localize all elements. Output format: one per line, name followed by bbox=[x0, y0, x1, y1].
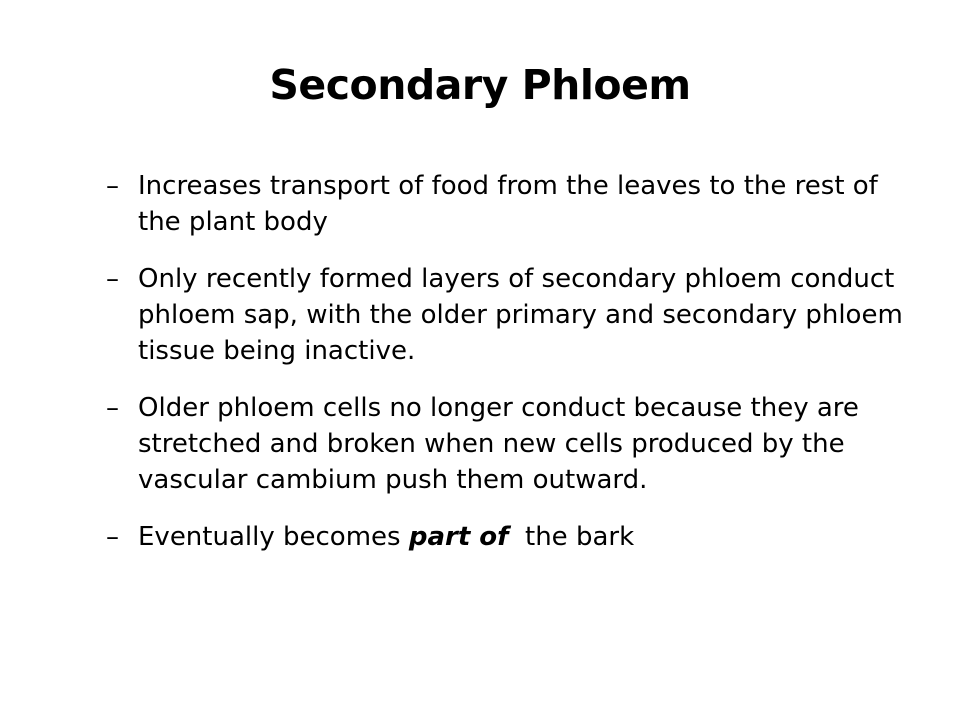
bullet-text: Increases transport of food from the leaves to the rest of the plant body bbox=[138, 171, 878, 237]
bullet-text-before: Eventually becomes bbox=[138, 522, 409, 552]
bullet-item bbox=[106, 390, 906, 498]
bullet-list bbox=[106, 168, 906, 576]
bullet-dash: – bbox=[106, 264, 119, 294]
bullet-dash: – bbox=[106, 522, 119, 552]
bullet-text: Only recently formed layers of secondary phloem conduct phloem sap, with the older primary and secondary phloem tissue being inactive. bbox=[138, 264, 903, 366]
slide-title: Secondary Phloem bbox=[269, 61, 691, 109]
bullet-item bbox=[106, 519, 906, 555]
bullet-text-after: the bark bbox=[508, 522, 635, 552]
bullet-dash: – bbox=[106, 171, 119, 201]
bullet-dash: – bbox=[106, 393, 119, 423]
bullet-text: Older phloem cells no longer conduct because they are stretched and broken when new cells produced by the vascular cambium push them outward. bbox=[138, 393, 859, 495]
bullet-item bbox=[106, 168, 906, 240]
bullet-emphasis: part of bbox=[408, 522, 509, 552]
bullet-text bbox=[138, 522, 634, 552]
bullet-item bbox=[106, 261, 906, 369]
